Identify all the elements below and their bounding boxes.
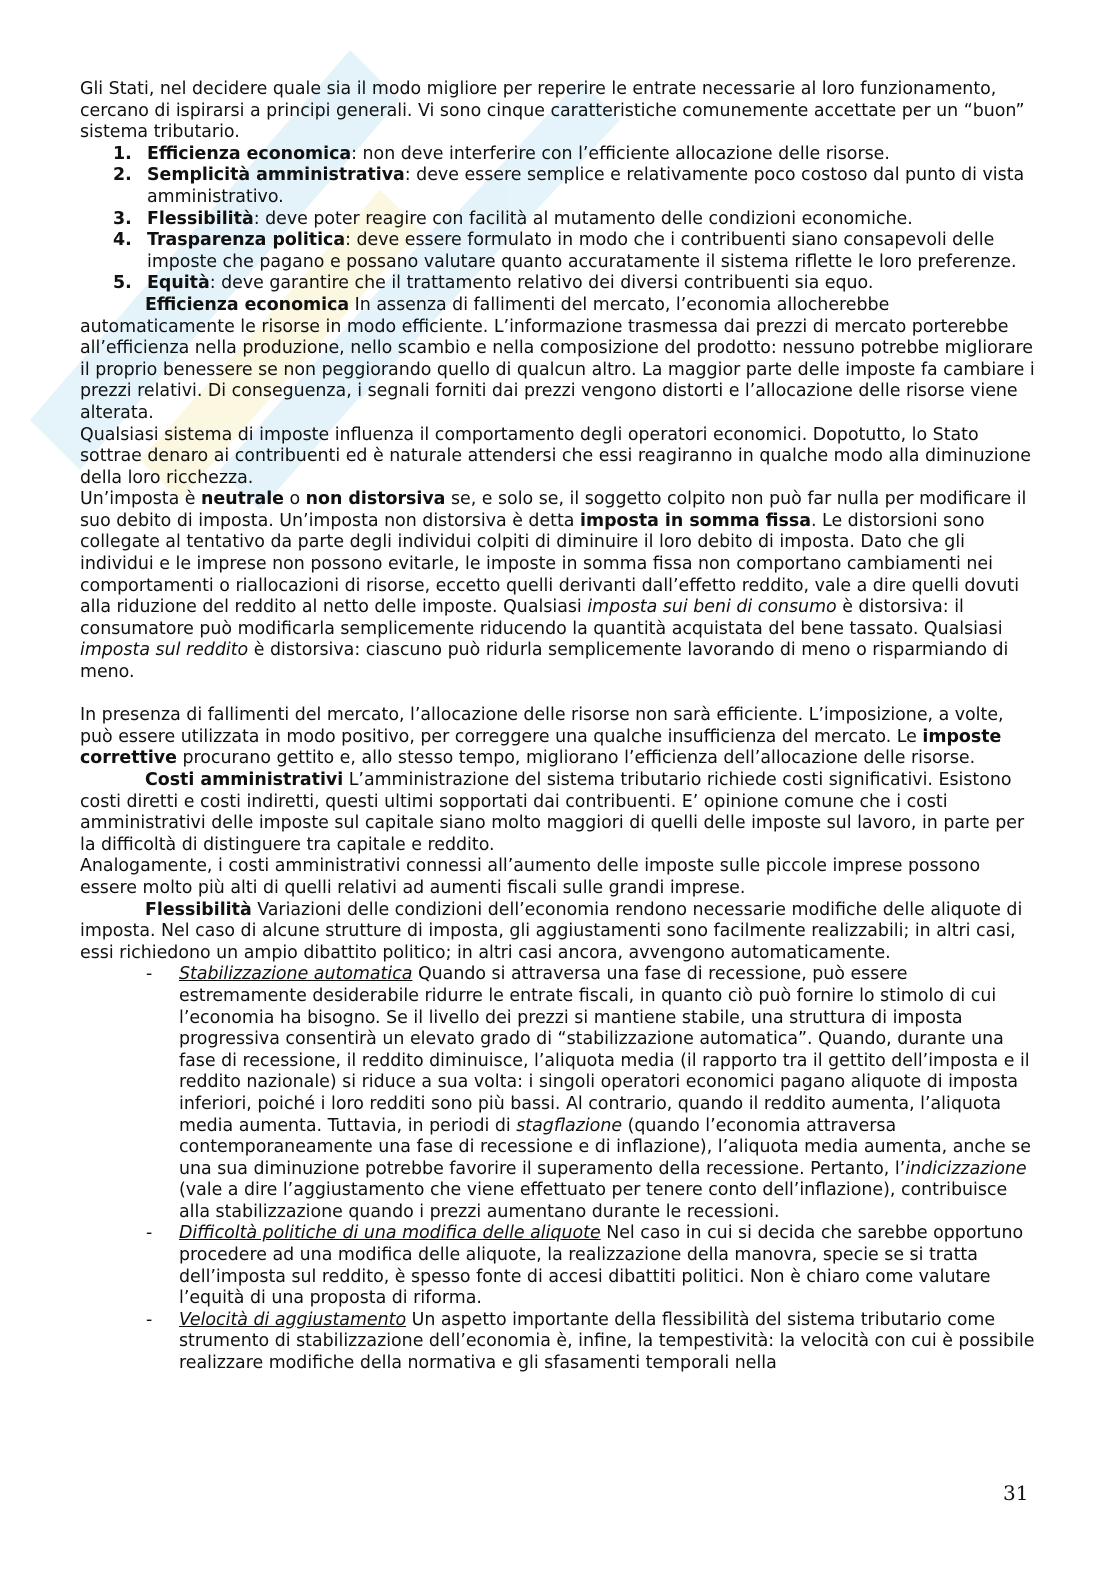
item-desc: : deve essere semplice e relativamente poco costoso dal punto di vista amministrativo. <box>147 165 1025 207</box>
section-heading-flessibilita: Flessibilità <box>145 899 252 920</box>
item-term: Semplicità amministrativa <box>147 165 405 186</box>
item-title: Stabilizzazione automatica <box>179 964 413 985</box>
corrective-tax-paragraph: In presenza di fallimenti del mercato, l’allocazione delle risorse non sarà efficiente. L’imposizione, a volte, può essere utilizzata in modo positivo, per correggere una qualche insufficienza del mercato. Le imposte correttive procurano gettito e, allo stesso tempo, migliorano l’efficienza dell’allocazione delle risorse. <box>80 705 1004 769</box>
item-desc: : non deve interferire con l’efficiente allocazione delle risorse. <box>351 143 890 164</box>
page-body <box>80 79 1040 1375</box>
item-term: Efficienza economica <box>147 143 352 164</box>
item-number: 5. <box>113 273 132 294</box>
item-desc: : deve garantire che il trattamento relativo dei diversi contribuenti sia equo. <box>209 273 874 294</box>
list-item <box>113 165 1040 208</box>
list-item <box>113 143 1040 166</box>
list-item <box>113 230 1040 273</box>
intro-paragraph: Gli Stati, nel decidere quale sia il modo migliore per reperire le entrate necessarie al loro funzionamento, cercano di ispirarsi a principi generali. Vi sono cinque caratteristiche comunemente accettate per un “buon” sistema tributario. <box>80 79 1025 143</box>
list-item <box>113 208 1040 231</box>
costi-paragraph: Costi amministrativi L’amministrazione del sistema tributario richiede costi significativi. Esistono costi diretti e costi indiretti, questi ultimi sopportati dai contribuenti. E’ opinione comune che i costi amministrativi delle imposte sul capitale siano molto maggiori di quelli delle imposte sul lavoro, in parte per la difficoltà di distinguere tra capitale e reddito. <box>80 770 1025 855</box>
list-item: - Velocità di aggiustamento Un aspetto importante della flessibilità del sistema tributario come strumento di stabilizzazione dell’economia è, infine, la tempestività: la velocità con cui è possibile realizzare modifiche della normativa e gli sfasamenti temporali nella <box>146 1309 1035 1374</box>
item-title: Velocità di aggiustamento <box>179 1309 407 1330</box>
dash-bullet: - <box>146 1223 153 1244</box>
item-term: Trasparenza politica <box>147 230 346 251</box>
item-number: 1. <box>113 143 132 164</box>
page-number: 31 <box>1003 1481 1029 1505</box>
item-term: Equità <box>147 273 210 294</box>
neutral-tax-paragraph: Un’imposta è neutrale o non distorsiva se, e solo se, il soggetto colpito non può far nulla per modificare il suo debito di imposta. Un’imposta non distorsiva è detta imposta in somma fissa. Le distorsioni sono collegate al tentativo da parte degli individui colpiti di diminuire il loro debito di imposta. Dato che gli individui e le imprese non possono evitarle, le imposte in somma fissa non comportano cambiamenti nei comportamenti o riallocazioni di risorse, eccetto quelli derivanti dall’effetto reddito, vale a dire quelli dovuti alla riduzione del reddito al netto delle imposte. Qualsiasi imposta sui beni di consumo è distorsiva: il consumatore può modificarla semplicemente riducendo la quantità acquistata del bene tassato. Qualsiasi imposta sul reddito è distorsiva: ciascuno può ridurla semplicemente lavorando di meno o risparmiando di meno. <box>80 489 1027 683</box>
dash-bullet: - <box>146 1309 153 1330</box>
list-item <box>113 273 1040 295</box>
item-term: Flessibilità <box>147 208 254 229</box>
dash-bullet: - <box>146 964 153 985</box>
efficienza-paragraph: Efficienza economica In assenza di fallimenti del mercato, l’economia allocherebbe automaticamente le risorse in modo efficiente. L’informazione trasmessa dai prezzi di mercato porterebbe all’efficienza nella produzione, nello scambio e nella composizione del prodotto: nessuno potrebbe migliorare il proprio benessere se non peggiorando quello di qualcun altro. La maggior parte delle imposte fa cambiare i prezzi relativi. Di conseguenza, i segnali forniti dai prezzi vengono distorti e l’allocazione delle risorse viene alterata. <box>80 294 1035 423</box>
item-number: 4. <box>113 230 132 251</box>
small-firms-paragraph: Analogamente, i costi amministrativi connessi all’aumento delle imposte sulle piccole imprese possono essere molto più alti di quelli relativi ad aumenti fiscali sulle grandi imprese. <box>80 856 981 898</box>
item-title: Difficoltà politiche di una modifica delle aliquote <box>179 1223 601 1244</box>
item-number: 2. <box>113 165 132 186</box>
principles-list <box>80 144 1040 295</box>
list-item: - Stabilizzazione automatica Quando si attraversa una fase di recessione, può essere estremamente desiderabile ridurre le entrate fiscali, in quanto ciò può fornire lo stimolo di cui l’economia ha bisogno. Se il livello dei prezzi si mantiene stabile, una struttura di imposta progressiva consentirà un elevato grado di “stabilizzazione automatica”. Quando, durante una fase di recessione, il reddito diminuisce, l’aliquota media (il rapporto tra il gettito dell’imposta e il reddito nazionale) si riduce a sua volta: i singoli operatori economici pagano aliquote di imposta inferiori, poiché i loro redditi sono più bassi. Al contrario, quando il reddito aumenta, l’aliquota media aumenta. Tuttavia, in periodi di stagflazione (quando l’economia attraversa contemporaneamente una fase di recessione e di inflazione), l’aliquota media aumenta, anche se una sua diminuzione potrebbe favorire il superamento della recessione. Pertanto, l’indicizzazione (vale a dire l’aggiustamento che viene effettuato per tenere conto dell’inflazione), contribuisce alla stabilizzazione quando i prezzi aumentano durante le recessioni. <box>146 964 1031 1222</box>
distortion-paragraph: Qualsiasi sistema di imposte influenza il comportamento degli operatori economici. Dopotutto, lo Stato sottrae denaro ai contribuenti ed è naturale attendersi che essi reagiranno in qualche modo alla diminuzione della loro ricchezza. <box>80 424 1031 488</box>
blank-line <box>80 684 1040 706</box>
flessibilita-paragraph: Flessibilità Variazioni delle condizioni dell’economia rendono necessarie modifiche delle aliquote di imposta. Nel caso di alcune strutture di imposta, gli aggiustamenti sono facilmente realizzabili; in altri casi, essi richiedono un ampio dibattito politico; in altri casi ancora, avvengono automaticamente. <box>80 899 1023 963</box>
item-number: 3. <box>113 208 132 229</box>
flexibility-list <box>80 964 1040 1374</box>
item-desc: : deve poter reagire con facilità al mutamento delle condizioni economiche. <box>253 208 913 229</box>
item-desc: : deve essere formulato in modo che i contribuenti siano consapevoli delle imposte che pagano e possano valutare quanto accuratamente il sistema riflette le loro preferenze. <box>147 230 1017 272</box>
section-heading-efficienza: Efficienza economica <box>145 294 350 315</box>
section-heading-costi: Costi amministrativi <box>145 770 344 790</box>
list-item: - Difficoltà politiche di una modifica delle aliquote Nel caso in cui si decida che sarebbe opportuno procedere ad una modifica delle aliquote, la realizzazione della manovra, specie se si tratta dell’imposta sul reddito, è spesso fonte di accesi dibattiti politici. Non è chiaro come valutare l’equità di una proposta di riforma. <box>146 1223 1024 1309</box>
